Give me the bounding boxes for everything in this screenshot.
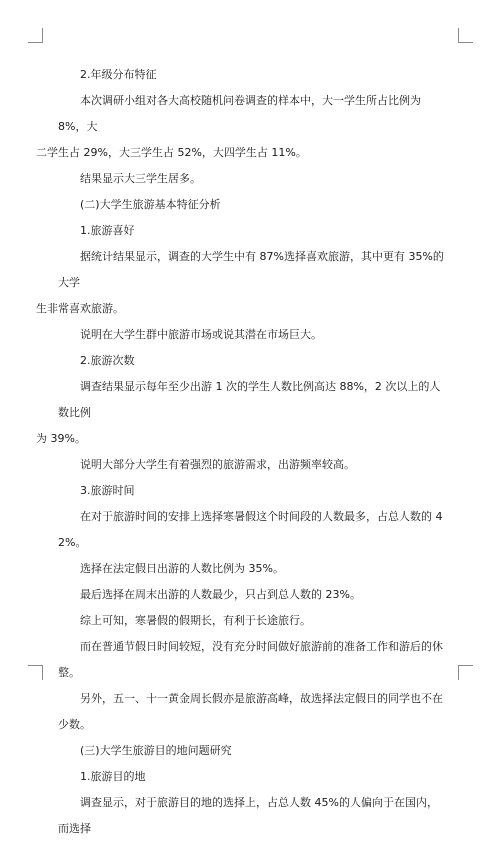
paragraph-line: 在对于旅游时间的安排上选择寒暑假这个时间段的人数最多，占总人数的 42%。 [58,510,443,549]
document-body [36,62,446,842]
paragraph-frequency-stats [36,374,446,452]
paragraph-line: 而在普通节假日时间较短，没有充分时间做好旅游前的准备工作和游后的休整。 [58,640,443,679]
crop-mark-bottom-left [28,665,43,680]
paragraph-time-summer-winter [58,504,446,556]
paragraph-line: 结果显示大三学生居多。 [80,172,201,185]
paragraph-section-3-heading [58,738,446,764]
paragraph-time-golden-week [58,686,446,738]
paragraph-line: 调查显示，对于旅游目的地的选择上，占总人数 45%的人偏向于在国内，而选择 [58,796,438,835]
paragraph-time-normal-holiday [58,634,446,686]
paragraph-line: 2.年级分布特征 [80,68,157,81]
paragraph-line: (二)大学生旅游基本特征分析 [80,198,221,211]
crop-mark-top-left [28,28,43,43]
paragraph-line: 选择在法定假日出游的人数比例为 35%。 [80,562,284,575]
paragraph-line: 调查结果显示每年至少出游 1 次的学生人数比例高达 88%，2 次以上的人数比例 [58,380,441,419]
paragraph-line: 为 39%。 [36,432,86,445]
paragraph-hobby-heading [58,218,446,244]
paragraph-line: (三)大学生旅游目的地问题研究 [80,744,232,757]
paragraph-line: 最后选择在周末出游的人数最少，只占到总人数的 23%。 [80,588,361,601]
paragraph-destination-heading [58,764,446,790]
paragraph-line: 本次调研小组对各大高校随机问卷调查的样本中，大一学生所占比例为 8%，大 [58,94,421,133]
paragraph-hobby-conclusion [58,322,446,348]
paragraph-line: 另外，五一、十一黄金周长假亦是旅游高峰，故选择法定假日的同学也不在少数。 [58,692,443,731]
crop-mark-top-right [458,28,473,43]
paragraph-line: 说明在大学生群中旅游市场或说其潜在市场巨大。 [80,328,322,341]
paragraph-line: 3.旅游时间 [80,484,135,497]
paragraph-grade-heading [58,62,446,88]
paragraph-hobby-stats [36,244,446,322]
paragraph-line: 1.旅游目的地 [80,770,146,783]
paragraph-section-2-heading [58,192,446,218]
paragraph-frequency-conclusion [58,452,446,478]
paragraph-line: 生非常喜欢旅游。 [36,302,124,315]
paragraph-time-holiday [58,556,446,582]
paragraph-line: 说明大部分大学生有着强烈的旅游需求，出游频率较高。 [80,458,355,471]
paragraph-time-summary [58,608,446,634]
paragraph-line: 二学生占 29%，大三学生占 52%，大四学生占 11%。 [36,146,307,159]
crop-mark-bottom-right [458,665,473,680]
paragraph-grade-result [58,166,446,192]
paragraph-time-heading [58,478,446,504]
paragraph-frequency-heading [58,348,446,374]
paragraph-line: 2.旅游次数 [80,354,135,367]
paragraph-line: 综上可知，寒暑假的假期长，有利于长途旅行。 [80,614,311,627]
paragraph-line: 1.旅游喜好 [80,224,135,237]
paragraph-grade-sample [36,88,446,166]
paragraph-time-weekend [58,582,446,608]
paragraph-line: 据统计结果显示，调查的大学生中有 87%选择喜欢旅游，其中更有 35%的大学 [58,250,444,289]
paragraph-destination-stats [58,790,446,842]
